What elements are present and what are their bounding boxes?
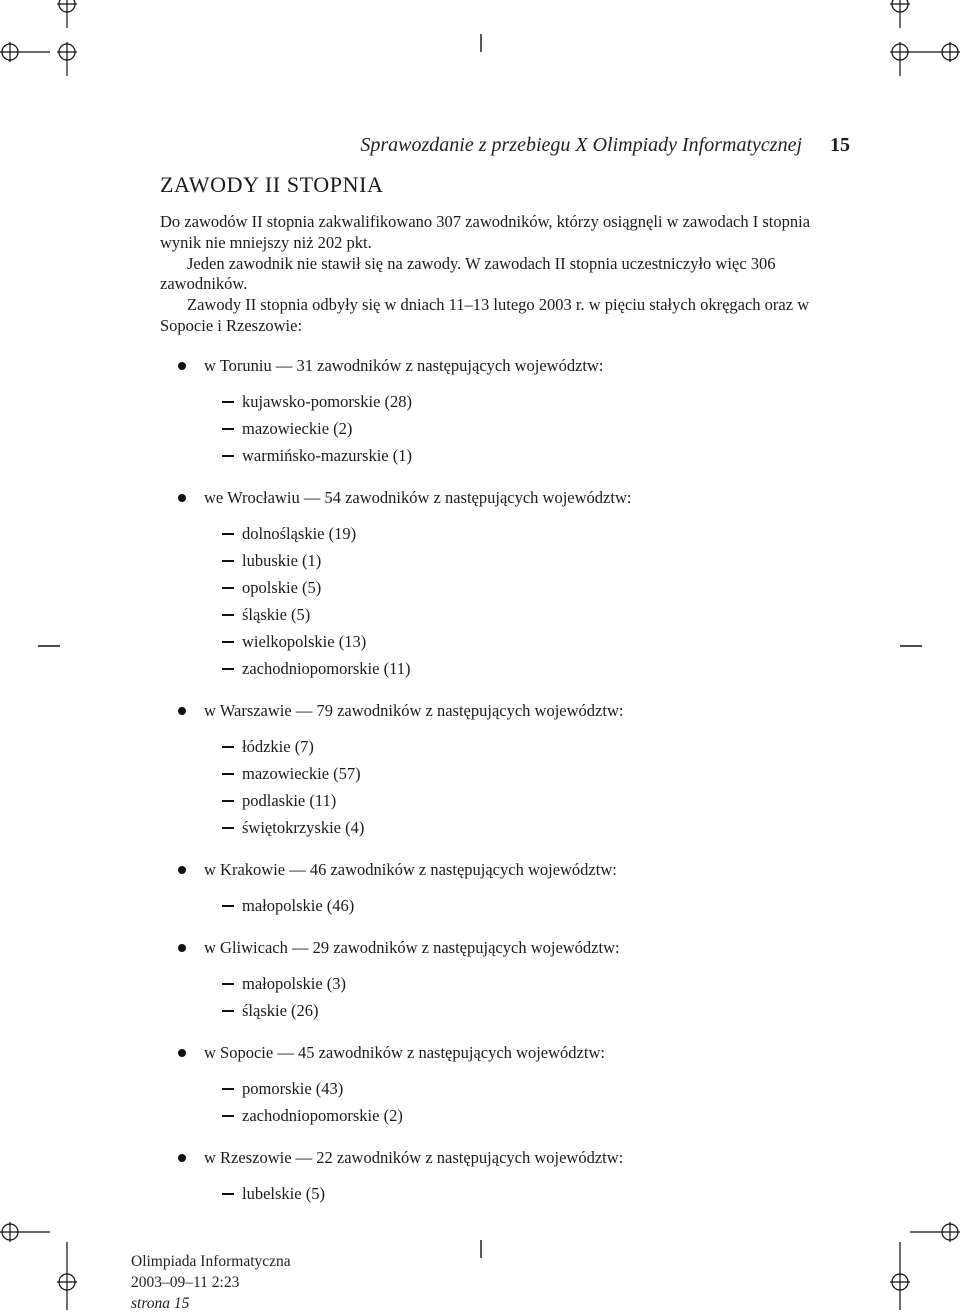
list-item-text: we Wrocławiu — 54 zawodników z następujących województw: bbox=[204, 488, 632, 507]
list-item-text: w Warszawie — 79 zawodników z następujących województw: bbox=[204, 701, 624, 720]
bullet-icon bbox=[178, 1154, 186, 1162]
sublist-item-text: śląskie (5) bbox=[242, 605, 311, 624]
bullet-icon bbox=[178, 707, 186, 715]
sublist-item bbox=[160, 1180, 850, 1207]
sublist bbox=[160, 388, 850, 469]
sublist bbox=[160, 892, 850, 919]
sublist-item-text: mazowieckie (2) bbox=[242, 419, 353, 438]
crosshair-mark-top-right bbox=[908, 36, 960, 68]
list-item-text: w Rzeszowie — 22 zawodników z następujących województw: bbox=[204, 1148, 624, 1167]
bullet-icon bbox=[178, 494, 186, 502]
dash-icon bbox=[222, 1010, 234, 1012]
sublist-item-text: pomorskie (43) bbox=[242, 1079, 344, 1098]
sublist-item bbox=[160, 520, 850, 547]
crosshair-mark-bottom-left-lower bbox=[55, 1242, 79, 1310]
list-group bbox=[160, 352, 850, 469]
sublist bbox=[160, 733, 850, 841]
list-item bbox=[160, 697, 850, 724]
sublist-item-text: małopolskie (46) bbox=[242, 896, 355, 915]
footer-line-olympiad: Olimpiada Informatyczna bbox=[131, 1253, 291, 1270]
dash-icon bbox=[222, 983, 234, 985]
bullet-icon bbox=[178, 866, 186, 874]
list-group bbox=[160, 934, 850, 1024]
bullet-icon bbox=[178, 944, 186, 952]
sublist-item-text: małopolskie (3) bbox=[242, 974, 347, 993]
side-tick-left bbox=[38, 644, 60, 648]
dash-icon bbox=[222, 1115, 234, 1117]
dash-icon bbox=[222, 533, 234, 535]
list-item bbox=[160, 1144, 850, 1171]
district-list bbox=[160, 352, 850, 1222]
sublist-item-text: kujawsko-pomorskie (28) bbox=[242, 392, 413, 411]
list-item bbox=[160, 934, 850, 961]
crosshair-mark-top-left bbox=[0, 36, 52, 68]
dash-icon bbox=[222, 827, 234, 829]
sublist-item-text: łódzkie (7) bbox=[242, 737, 314, 756]
list-item bbox=[160, 856, 850, 883]
list-group bbox=[160, 697, 850, 841]
sublist-item-text: warmińsko-mazurskie (1) bbox=[242, 446, 412, 465]
list-item-text: w Sopocie — 45 zawodników z następujących województw: bbox=[204, 1043, 605, 1062]
dash-icon bbox=[222, 455, 234, 457]
crosshair-mark-top-left-upper bbox=[55, 0, 79, 30]
dash-icon bbox=[222, 1088, 234, 1090]
footer-line-page: strona 15 bbox=[131, 1295, 190, 1312]
sublist-item-text: dolnośląskie (19) bbox=[242, 524, 357, 543]
sublist-item bbox=[160, 628, 850, 655]
sublist-item-text: lubelskie (5) bbox=[242, 1184, 325, 1203]
crosshair-mark-bottom-right bbox=[908, 1216, 960, 1248]
crosshair-mark-top-left-lower bbox=[55, 42, 79, 78]
list-group bbox=[160, 1144, 850, 1207]
dash-icon bbox=[222, 668, 234, 670]
dash-icon bbox=[222, 401, 234, 403]
sublist-item bbox=[160, 1102, 850, 1129]
sublist bbox=[160, 1075, 850, 1129]
sublist bbox=[160, 1180, 850, 1207]
sublist-item-text: lubuskie (1) bbox=[242, 551, 322, 570]
body-text bbox=[160, 212, 850, 337]
running-header bbox=[160, 134, 850, 160]
running-title: Sprawozdanie z przebiegu X Olimpiady Informatycznej bbox=[360, 134, 802, 156]
dash-icon bbox=[222, 428, 234, 430]
sublist-item bbox=[160, 547, 850, 574]
dash-icon bbox=[222, 614, 234, 616]
sublist-item-text: zachodniopomorskie (11) bbox=[242, 659, 411, 678]
sublist-item-text: wielkopolskie (13) bbox=[242, 632, 367, 651]
sublist-item bbox=[160, 415, 850, 442]
crosshair-mark-bottom-right-lower bbox=[888, 1242, 912, 1310]
list-item bbox=[160, 1039, 850, 1066]
dash-icon bbox=[222, 1193, 234, 1195]
sublist-item bbox=[160, 814, 850, 841]
list-group bbox=[160, 484, 850, 682]
paragraph: Jeden zawodnik nie stawił się na zawody. W zawodach II stopnia uczestniczyło więc 306 zawodników. bbox=[160, 253, 776, 294]
sublist-item bbox=[160, 574, 850, 601]
sublist-item-text: podlaskie (11) bbox=[242, 791, 337, 810]
sublist-item bbox=[160, 388, 850, 415]
sublist-item bbox=[160, 760, 850, 787]
crosshair-mark-top-right-lower bbox=[888, 42, 912, 78]
sublist-item bbox=[160, 442, 850, 469]
crosshair-mark-top-right-upper bbox=[888, 0, 912, 30]
list-group bbox=[160, 856, 850, 919]
list-group bbox=[160, 1039, 850, 1129]
sublist-item-text: opolskie (5) bbox=[242, 578, 322, 597]
footer-line-date: 2003–09–11 2:23 bbox=[131, 1274, 240, 1291]
crosshair-mark-bottom-left bbox=[0, 1216, 52, 1248]
dash-icon bbox=[222, 773, 234, 775]
sublist bbox=[160, 970, 850, 1024]
dash-icon bbox=[222, 641, 234, 643]
sublist-item-text: mazowieckie (57) bbox=[242, 764, 361, 783]
sublist-item bbox=[160, 733, 850, 760]
side-tick-right bbox=[900, 644, 922, 648]
dash-icon bbox=[222, 905, 234, 907]
sublist-item bbox=[160, 970, 850, 997]
dash-icon bbox=[222, 800, 234, 802]
sublist-item bbox=[160, 1075, 850, 1102]
paragraph: Zawody II stopnia odbyły się w dniach 11–13 lutego 2003 r. w pięciu stałych okręgach oraz w Sopocie i Rzeszowie: bbox=[160, 295, 810, 335]
sublist-item bbox=[160, 787, 850, 814]
list-item-text: w Krakowie — 46 zawodników z następujących województw: bbox=[204, 860, 617, 879]
list-item bbox=[160, 484, 850, 511]
page-number: 15 bbox=[830, 134, 850, 156]
center-tick-top bbox=[479, 34, 483, 52]
sublist-item bbox=[160, 892, 850, 919]
paragraph: Do zawodów II stopnia zakwalifikowano 307 zawodników, którzy osiągnęli w zawodach I stopnia wynik nie mniejszy niż 202 pkt. bbox=[160, 212, 811, 252]
dash-icon bbox=[222, 560, 234, 562]
sublist bbox=[160, 520, 850, 682]
sublist-item bbox=[160, 997, 850, 1024]
sublist-item bbox=[160, 601, 850, 628]
dash-icon bbox=[222, 746, 234, 748]
sublist-item-text: śląskie (26) bbox=[242, 1001, 319, 1020]
center-tick-bottom bbox=[479, 1240, 483, 1258]
dash-icon bbox=[222, 587, 234, 589]
list-item-text: w Gliwicach — 29 zawodników z następujących województw: bbox=[204, 938, 620, 957]
sublist-item bbox=[160, 655, 850, 682]
sublist-item-text: zachodniopomorskie (2) bbox=[242, 1106, 403, 1125]
sublist-item-text: świętokrzyskie (4) bbox=[242, 818, 365, 837]
list-item bbox=[160, 352, 850, 379]
list-item-text: w Toruniu — 31 zawodników z następujących województw: bbox=[204, 356, 604, 375]
bullet-icon bbox=[178, 1049, 186, 1057]
section-title: ZAWODY II STOPNIA bbox=[160, 172, 384, 197]
bullet-icon bbox=[178, 362, 186, 370]
footer-stamp bbox=[131, 1251, 291, 1314]
